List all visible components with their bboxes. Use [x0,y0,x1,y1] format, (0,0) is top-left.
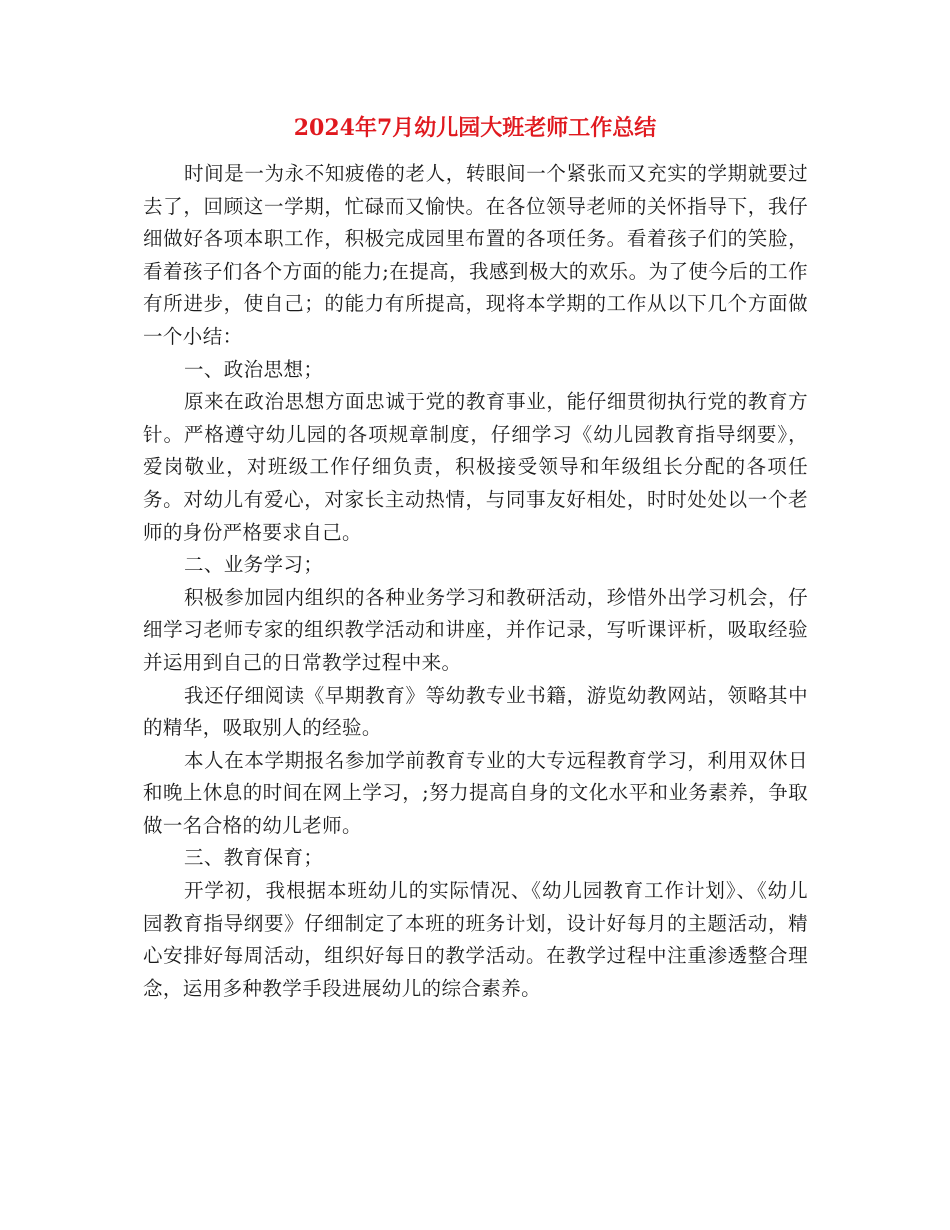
document-title: 2024年7月幼儿园大班老师工作总结 [293,115,657,141]
document-body [143,158,808,1005]
paragraph-intro: 时间是一为永不知疲倦的老人，转眼间一个紧张而又充实的学期就要过去了，回顾这一学期，忙碌而又愉快。在各位领导老师的关怀指导下，我仔细做好各项本职工作，积极完成园里布置的各项任务。看着孩子们的笑脸，看着孩子们各个方面的能力;在提高，我感到极大的欢乐。为了使今后的工作有所进步，使自己；的能力有所提高，现将本学期的工作从以下几个方面做一个小结： [143,162,808,348]
paragraph-study-2: 我还仔细阅读《早期教育》等幼教专业书籍，游览幼教网站，领略其中的精华，吸取别人的经验。 [143,683,808,740]
section-heading-politics: 一、政治思想； [183,357,324,381]
paragraph-study-3: 本人在本学期报名参加学前教育专业的大专远程教育学习，利用双休日和晚上休息的时间在网上学习，;努力提高自身的文化水平和业务素养，争取做一名合格的幼儿老师。 [143,748,808,837]
paragraph-education: 开学初，我根据本班幼儿的实际情况、《幼儿园教育工作计划》、《幼儿园教育指导纲要》仔细制定了本班的班务计划，设计好每月的主题活动，精心安排好每周活动，组织好每日的教学活动。在教学过程中注重渗透整合理念，运用多种教学手段进展幼儿的综合素养。 [143,879,808,1000]
section-heading-education: 三、教育保育； [183,846,324,870]
paragraph-politics: 原来在政治思想方面忠诚于党的教育事业，能仔细贯彻执行党的教育方针。严格遵守幼儿园的各项规章制度，仔细学习《幼儿园教育指导纲要》，爱岗敬业，对班级工作仔细负责，积极接受领导和年级组长分配的各项任务。对幼儿有爱心，对家长主动热情，与同事友好相处，时时处处以一个老师的身份严格要求自己。 [143,390,808,544]
paragraph-study-1: 积极参加园内组织的各种业务学习和教研活动，珍惜外出学习机会，仔细学习老师专家的组织教学活动和讲座，并作记录，写听课评析，吸取经验并运用到自己的日常教学过程中来。 [143,585,808,674]
section-heading-study: 二、业务学习； [183,553,324,577]
